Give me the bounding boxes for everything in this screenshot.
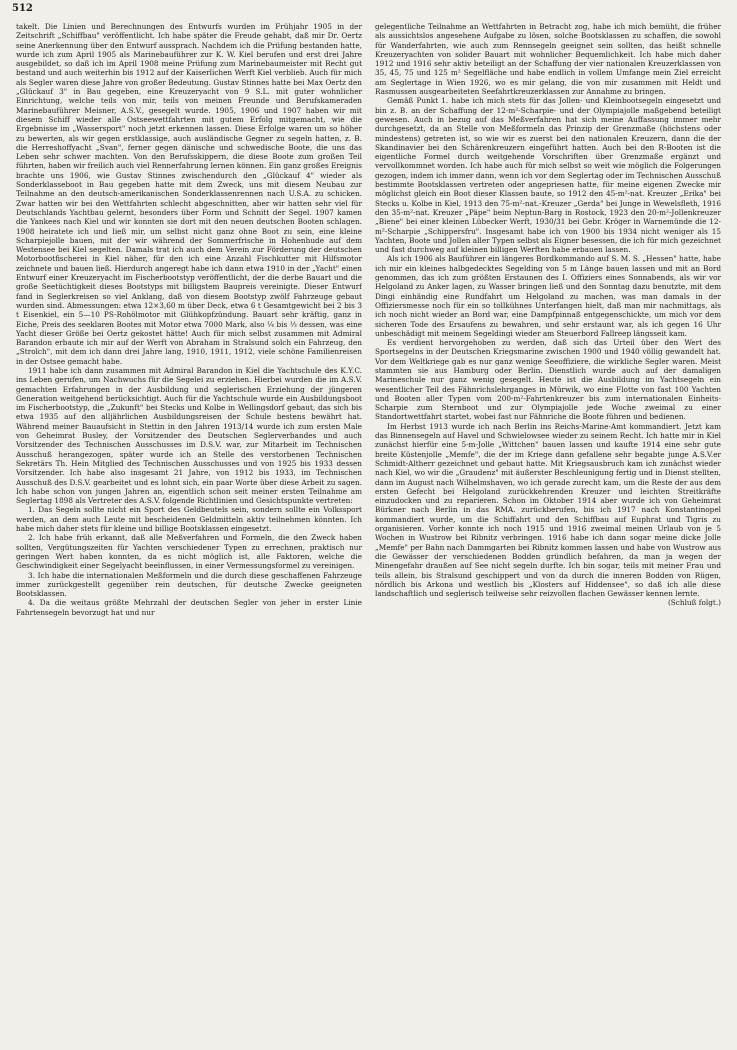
paragraph: 1911 habe ich dann zusammen mit Admiral Barandon in Kiel die Yachtschule des K.Y.C. ins Leben gerufen, um Nachwuchs für die Segelei zu erziehen. Hierbei wurden die im A.S.V. gemachten Erfahrungen in der Ausbildung und seglerischen Erziehung der jüngeren Generation weitgehend berücksichtigt. Auch für die Yachtschule wurde ein Ausbildungsboot im Fischerbootstyp, die „Zukunft" bei Stecks und Kolbe in Wellingsdorf gebaut, das sich bis etwa 1935 auf den alljährlichen Ausbildungsreisen der Schule bestens bewährt hat. Während meiner Bauaufsicht in Stettin in den Jahren 1913/14 wurde ich zum ersten Male von Geheimrat Busley, der Vorsitzender des Deutschen Seglerverbandes und auch Vorsitzender des Technischen Ausschusses im D.S.V. war, zur Mitarbeit im Technischen Ausschuß herangezogen, später wurde ich an Stelle des verstorbenen Technischen Sekretärs Th. Hein Mitglied des Technischen Ausschusses und von 1925 bis 1933 dessen Vorsitzender. Ich habe also insgesamt 21 Jahre, von 1912 bis 1933, im Technischen Ausschuß des D.S.V. gearbeitet und es lohnt sich, ein paar Worte über diese Arbeit zu sagen. Ich habe schon von jungen Jahren an, eigentlich schon seit meiner ersten Teilnahme am Seglertag 1898 als Vertreter des A.S.V. folgende Richtlinien und Gesichtspunkte vertreten: [16,365,362,506]
paragraph: Als ich 1906 als Bauführer ein längeres Bordkommando auf S. M. S. „Hessen" hatte, habe ich mir ein kleines halbgedecktes Segelding von 5 m Länge bauen lassen und mit an Bord genommen, das ich zum größten Erstaunen des I. Offiziers eines Sonnabends, als wir vor Helgoland zu Anker lagen, zu Wasser bringen ließ und den Sonntag dazu benutzte, mit dem Dingi einhändig eine Rundfahrt um Helgoland zu machen, was man damals in der Offiziersmesse noch für ein so tollkühnes Unterfangen hielt, daß man mir nachmittags, als ich noch nicht wieder an Bord war, eine Dampfpinnaß entgegenschickte, um mich vor dem sicheren Tode des Ersaufens zu bewahren, und sehr erstaunt war, als ich gegen 16 Uhr unbeschädigt mit meinem Segeldingi wieder am Steuerbord Fallreep längsseit kam. [375,254,721,338]
paragraph: Es verdient hervorgehoben zu werden, daß sich das Urteil über den Wert des Sportsegelns in der Deutschen Kriegsmarine zwischen 1900 und 1940 völlig gewandelt hat. Vor dem Weltkriege gab es nur ganz wenige Seeoffiziere, die wirkliche Segler waren. Meist stammten sie aus Hamburg oder Berlin. Dienstlich wurde auch auf der damaligen Marineschule nur ganz wenig gesegelt. Heute ist die Ausbildung im Yachtsegeln ein wesentlicher Teil des Fähnrichslehrganges in Mürwik, wo eine Flotte von fast 100 Yachten und Booten aller Typen vom 200-m²-Fahrtenkreuzer bis zum internationalen Einheits-Scharpie zum Sternboot und zur Olympiajolle jede Woche zweimal zu einer Standortwettfahrt startet, wobei fast nur Fähnriche die Boote führen und bedienen. [375,338,721,422]
left-column [16,22,362,1044]
continuation-note: (Schluß folgt.) [667,598,721,608]
paragraph: 3. Ich habe die internationalen Meßformeln und die durch diese geschaffenen Fahrzeuge immer zurückgestellt gegenüber rein deutschen, für deutsche Zwecke geeigneten Bootsklassen. [16,570,362,599]
page-number: 512 [12,3,33,14]
right-column [375,22,721,1044]
text-columns [16,22,721,1044]
paragraph: 4. Da die weitaus größte Mehrzahl der deutschen Segler von jeher in erster Linie Fahrtensegeln bevorzugt hat und nur [16,598,362,617]
paragraph: 1. Das Segeln sollte nicht ein Sport des Geldbeutels sein, sondern sollte ein Volkssport werden, an dem auch Leute mit bescheidenen Geldmitteln aktiv teilnehmen könnten. Ich habe mich daher stets für kleine und billige Bootsklassen eingesetzt. [16,505,362,534]
paragraph: Gemäß Punkt 1. habe ich mich stets für das Jollen- und Kleinbootsegeln eingesetzt und bin z. B. an der Schaffung der 12-m²-Scharpie- und der Olympiajolle maßgebend beteiligt gewesen. Auch in bezug auf das Meßverfahren hat sich meine Auffassung immer mehr durchgesetzt, da an Stelle von Meßformeln das Prinzip der Grenzmaße (höchstens oder mindestens) getreten ist, so wie wir es zuerst bei den nationalen Kreuzern, dann die der Skandinavier bei den Schärenkreuzern eingeführt hatten. Auch bei den R-Booten ist die eigentliche Formel durch weitgehende Vorschriften über Grenzmaße ergänzt und vervollkommnet worden. Ich habe auch für mich selbst so weit wie möglich die Folgerungen gezogen, indem ich immer dann, wenn ich vor dem Seglertag oder im Technischen Ausschuß bestimmte Bootsklassen vertreten oder angepriesen hatte, für meine eigenen Zwecke mir möglichst gleich ein Boot dieser Klassen baute, so 1912 den 45-m²-nat. Kreuzer „Erika" bei Stecks u. Kolbe in Kiel, 1913 den 75-m²-nat.-Kreuzer „Gerda" bei Junge in Wewelsfleth, 1916 den 35-m²-nat. Kreuzer „Päpe" beim Neptun-Barg in Rostock, 1923 den 20-m²-Jollenkreuzer „Biene" bei einer kleinen Lübecker Werft, 1930/31 bei Gebr. Kröger in Warnemünde die 12-m²-Scharpie „Schippersfru". Insgesamt habe ich von 1900 bis 1934 nicht weniger als 15 Yachten, Boote und Jollen aller Typen selbst als Eigner besessen, die ich für mich gezeichnet und fast durchweg auf kleinen billigen Werften habe erbauen lassen. [375,96,721,255]
paragraph: gelegentliche Teilnahme an Wettfahrten in Betracht zog, habe ich mich bemüht, die früher als aussichtslos angesehene Aufgabe zu lösen, solche Bootsklassen zu schaffen, die sowohl für Wanderfahrten, wie auch zum Rennsegeln geeignet sein sollten, das heißt schnelle Kreuzeryachten von solider Bauart mit wohnlicher Bequemlichkeit. Ich habe mich daher 1912 und 1916 sehr aktiv beteiligt an der Schaffung der vier nationalen Kreuzerklassen von 35, 45, 75 und 125 m² Segelfläche und habe endlich in vollem Umfange mein Ziel erreicht am Seglertage in Wien 1926, wo es mir gelang, die von mir zusammen mit Heldt und Rasmussen ausgearbeiteten Seefahrtkreuzerklassen zur Annahme zu bringen. [375,22,721,97]
paragraph: takelt. Die Linien und Berechnungen des Entwurfs wurden im Frühjahr 1905 in der Zeitschrift „Schiffbau" veröffentlicht. Ich habe später die Freude gehabt, daß mir Dr. Oertz seine Anerkennung über den Entwurf aussprach. Nachdem ich die Prüfung bestanden hatte, wurde ich zum April 1905 als Marinebauführer zur K. W. Kiel berufen und erst drei Jahre ausgebildet, so daß ich im April 1908 meine Prüfung zum Marinebaumeister mit Recht gut bestand und auch weiterhin bis 1912 auf der Kaiserlichen Werft Kiel verblieb. Auch für mich als Segler waren diese Jahre von großer Bedeutung. Gustav Stinnes hatte bei Max Oertz den „Glückauf 3" in Bau gegeben, eine Kreuzeryacht von 9 S.L. mit guter wohnlicher Einrichtung, welche teils von mir, teils von meinen Freunde und Berufskameraden Marinebauführer Meisner, A.S.V., gesegelt wurde. 1905, 1906 und 1907 haben wir mit diesem Schiff wieder alle Ostseewettfahrten mit gutem Erfolg mitgemacht, wie die Ergebnisse im „Wassersport" noch jetzt erkennen lassen. Diese Erfolge waren um so höher zu bewerten, als wir gegen erstklassige, auch ausländische Gegner zu segeln hatten, z. B. die Herreshoffyacht „Svan", ferner gegen dänische und schwedische Boote, die uns das Leben sehr schwer machten. Von den Berufsskippern, die diese Boote zum großen Teil führten, haben wir freilich auch viel Rennerfahrung lernen können. Ein ganz großes Ereignis brachte uns 1906, wie Gustav Stinnes zwischendurch den „Glückauf 4" wieder als Sonderklasseboot in Bau gegeben hatte mit dem Zweck, uns mit diesem Neubau zur Teilnahme an den deutsch-amerikanischen Sonderklassenrennen nach U.S.A. zu schicken. Zwar hatten wir bei den Wettfahrten schlecht abgeschnitten, aber wir hatten sehr viel für Deutschlands Yachtbau gelernt, besonders über Form und Schnitt der Segel. 1907 kamen die Yankees nach Kiel und wir konnten sie dort mit den neuen deutschen Booten schlagen. 1908 heiratete ich und ließ mir, um selbst nicht ganz ohne Boot zu sein, eine kleine Scharpiejolle bauen, mit der wir während der Sommerfrische in Hohenhude auf dem Westensee bei Kiel segelten. Damals trat ich auch dem Verein zur Förderung der deutschen Motorbootfischerei in Kiel näher, für den ich eine Anzahl Fischkutter mit Hilfsmotor zeichnete und bauen ließ. Hierdurch angeregt habe ich dann etwa 1910 in der „Yacht" einen Entwurf einer Kreuzeryacht im Fischerbootstyp veröffentlicht, der die derbe Bauart und die große Seetüchtigkeit dieses Bootstyps mit billigstem Baupreis vereinigte. Dieser Entwurf fand in Seglerkreisen so viel Anklang, daß von diesem Bootstyp zwölf Fahrzeuge gebaut wurden sind. Abmessungen: etwa 12×3,60 m über Deck, etwa 6 t Gesamtgewicht bei 2 bis 3 t Eisenkiel, ein 5—10 PS-Rohölmotor mit Glühkopfzündung. Bauart sehr kräftig, ganz in Eiche, Preis des seeklaren Bootes mit Motor etwa 7000 Mark, also ¼ bis ⅓ dessen, was eine Yacht dieser Größe bei Oertz gekostet hätte! Auch für mich selbst zusammen mit Admiral Barandon erbaute ich mir auf der Werft von Abraham in Stralsund solch ein Fahrzeug, den „Strolch", mit dem ich dann drei Jahre lang, 1910, 1911, 1912, viele schöne Familienreisen in der Ostsee gemacht habe. [16,22,362,366]
paragraph: 2. Ich habe früh erkannt, daß alle Meßverfahren und Formeln, die den Zweck haben sollten, Vergütungszeiten für Yachten verschiedener Typen zu errechnen, praktisch nur geringen Wert haben konnten, da es nicht möglich ist, alle Faktoren, welche die Geschwindigkeit einer Segelyacht beeinflussen, in einer Vermessungsformel zu vereinigen. [16,533,362,571]
paragraph: Im Herbst 1913 wurde ich nach Berlin ins Reichs-Marine-Amt kommandiert. Jetzt kam das Binnensegeln auf Havel und Schwielowsee wieder zu seinem Recht. Ich hatte mir in Kiel zunächst hierfür eine 5-m-Jolle „Wittchen" bauen lassen und kaufte 1914 eine sehr gute breite Küstenjolle „Memfe", die der im Kriege dann gefallene sehr begabte junge A.S.V.er Schmidt-Altherr gezeichnet und gebaut hatte. Mit Kriegsausbruch kam ich zunächst wieder nach Kiel, wo wir die „Graudenz" mit äußerster Beschleunigung fertig und in Dienst stellten, dann im August nach Wilhelmshaven, wo ich gerade zurecht kam, um die Reste der aus dem ersten Gefecht bei Helgoland zurückkehrenden Kreuzer und leichten Streitkräfte einzudocken und zu reparieren. Schon im Oktober 1914 aber wurde ich von Geheimrat Bürkner nach Berlin in das RMA. zurückberufen, bis ich 1917 nach Konstantinopel kommandiert wurde, um die Schiffahrt und den Schiffbau auf Euphrat und Tigris zu organisieren. Vorher konnte ich noch 1915 und 1916 zweimal meinen Urlaub von je 5 Wochen in Wustrow bei Ribnitz verbringen. 1916 habe ich dann sogar meine dicke Jolle „Memfe" per Bahn nach Dammgarten bei Ribnitz kommen lassen und habe von Wustrow aus die Gewässer der verschiedenen Bodden gründlich befahren, da man ja wegen der Minengefahr draußen auf See nicht segeln durfte. Ich bin sogar, teils mit meiner Frau und teils allein, bis Stralsund geschippert und von da durch die inneren Bodden von Rügen, nördlich bis Arkona und westlich bis „Klosters auf Hiddensee", so daß ich alle diese landschaftlich und seglerisch teilweise sehr reizvollen flachen Gewässer kennen lernte. [375,421,721,599]
